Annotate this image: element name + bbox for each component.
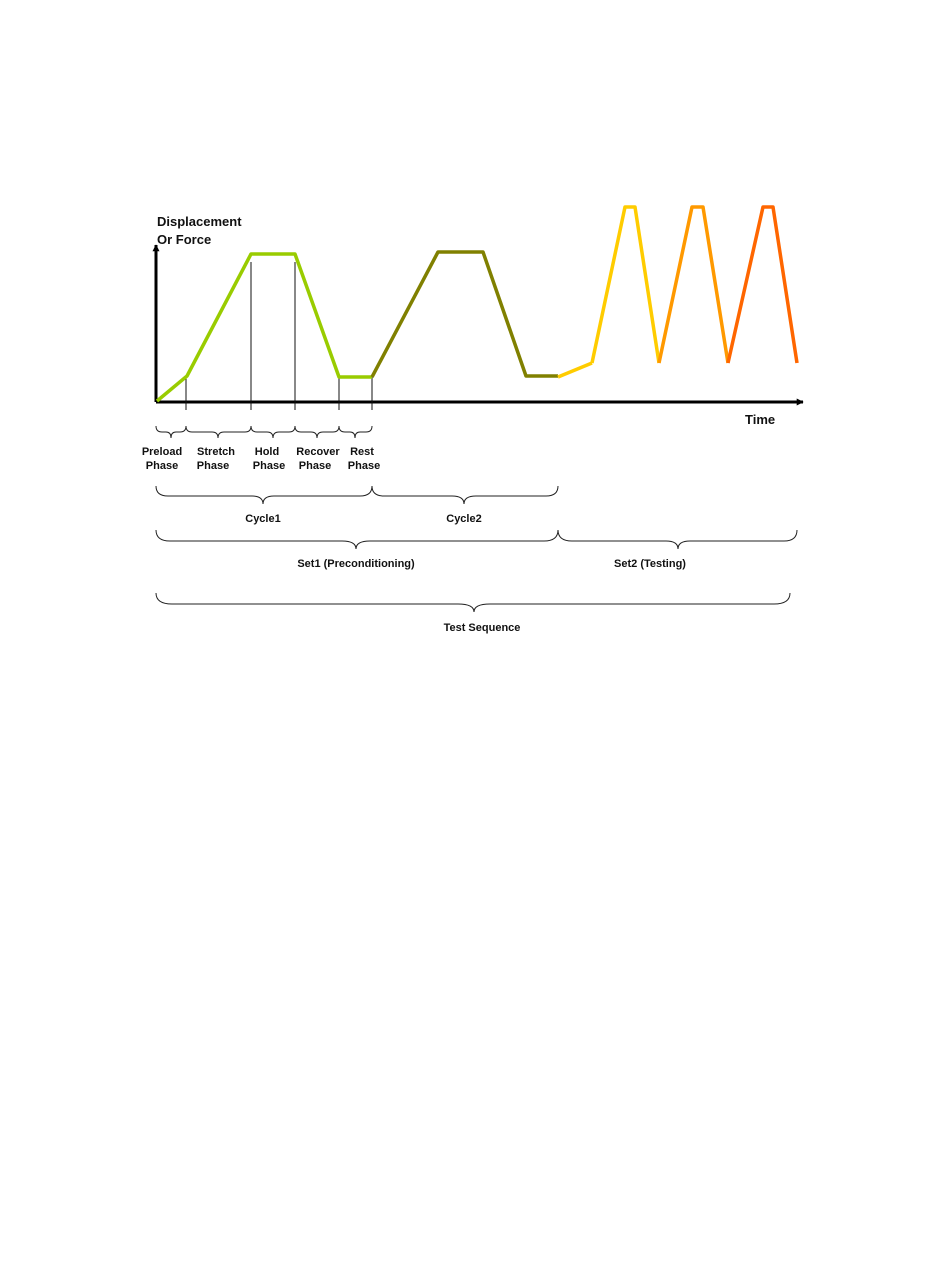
brace-rest [339, 426, 372, 438]
phase-hold-line1: Hold [254, 446, 280, 458]
x-axis-label: Time [745, 412, 776, 427]
brace-stretch [186, 426, 251, 438]
brace-preload [156, 426, 186, 438]
brace-set2 [558, 530, 797, 549]
cycle2-waveform [372, 252, 558, 377]
cycle2-label: Cycle2 [446, 513, 482, 525]
phase-stretch-line1: Stretch [197, 446, 235, 458]
transition-waveform [558, 363, 592, 377]
set1-label: Set1 (Preconditioning) [297, 558, 415, 570]
brace-cycle2 [372, 486, 558, 504]
test-sequence-label: Test Sequence [443, 622, 521, 634]
cycle1-waveform [157, 254, 372, 401]
set2-label: Set2 (Testing) [614, 558, 686, 570]
brace-recover [295, 426, 339, 438]
phase-hold-line2: Phase [252, 460, 286, 472]
brace-hold [251, 426, 295, 438]
phase-rest-line2: Phase [347, 460, 381, 472]
testing-cycle2-waveform [659, 207, 728, 363]
brace-cycle1 [156, 486, 372, 504]
phase-preload-line2: Phase [145, 460, 179, 472]
phase-preload-line1: Preload [141, 446, 183, 458]
testing-cycle3-waveform [728, 207, 797, 363]
testing-cycle1-waveform [592, 207, 659, 363]
brace-set1 [156, 530, 558, 549]
cycle1-label: Cycle1 [245, 513, 281, 525]
phase-recover-line2: Phase [298, 460, 332, 472]
phase-rest-line1: Rest [350, 446, 374, 458]
y-axis-label-line2: Or Force [157, 232, 212, 247]
brace-test-sequence [156, 593, 790, 612]
phase-stretch-line2: Phase [196, 460, 230, 472]
phase-recover-line1: Recover [296, 446, 340, 458]
y-axis-label-line1: Displacement [157, 214, 242, 229]
